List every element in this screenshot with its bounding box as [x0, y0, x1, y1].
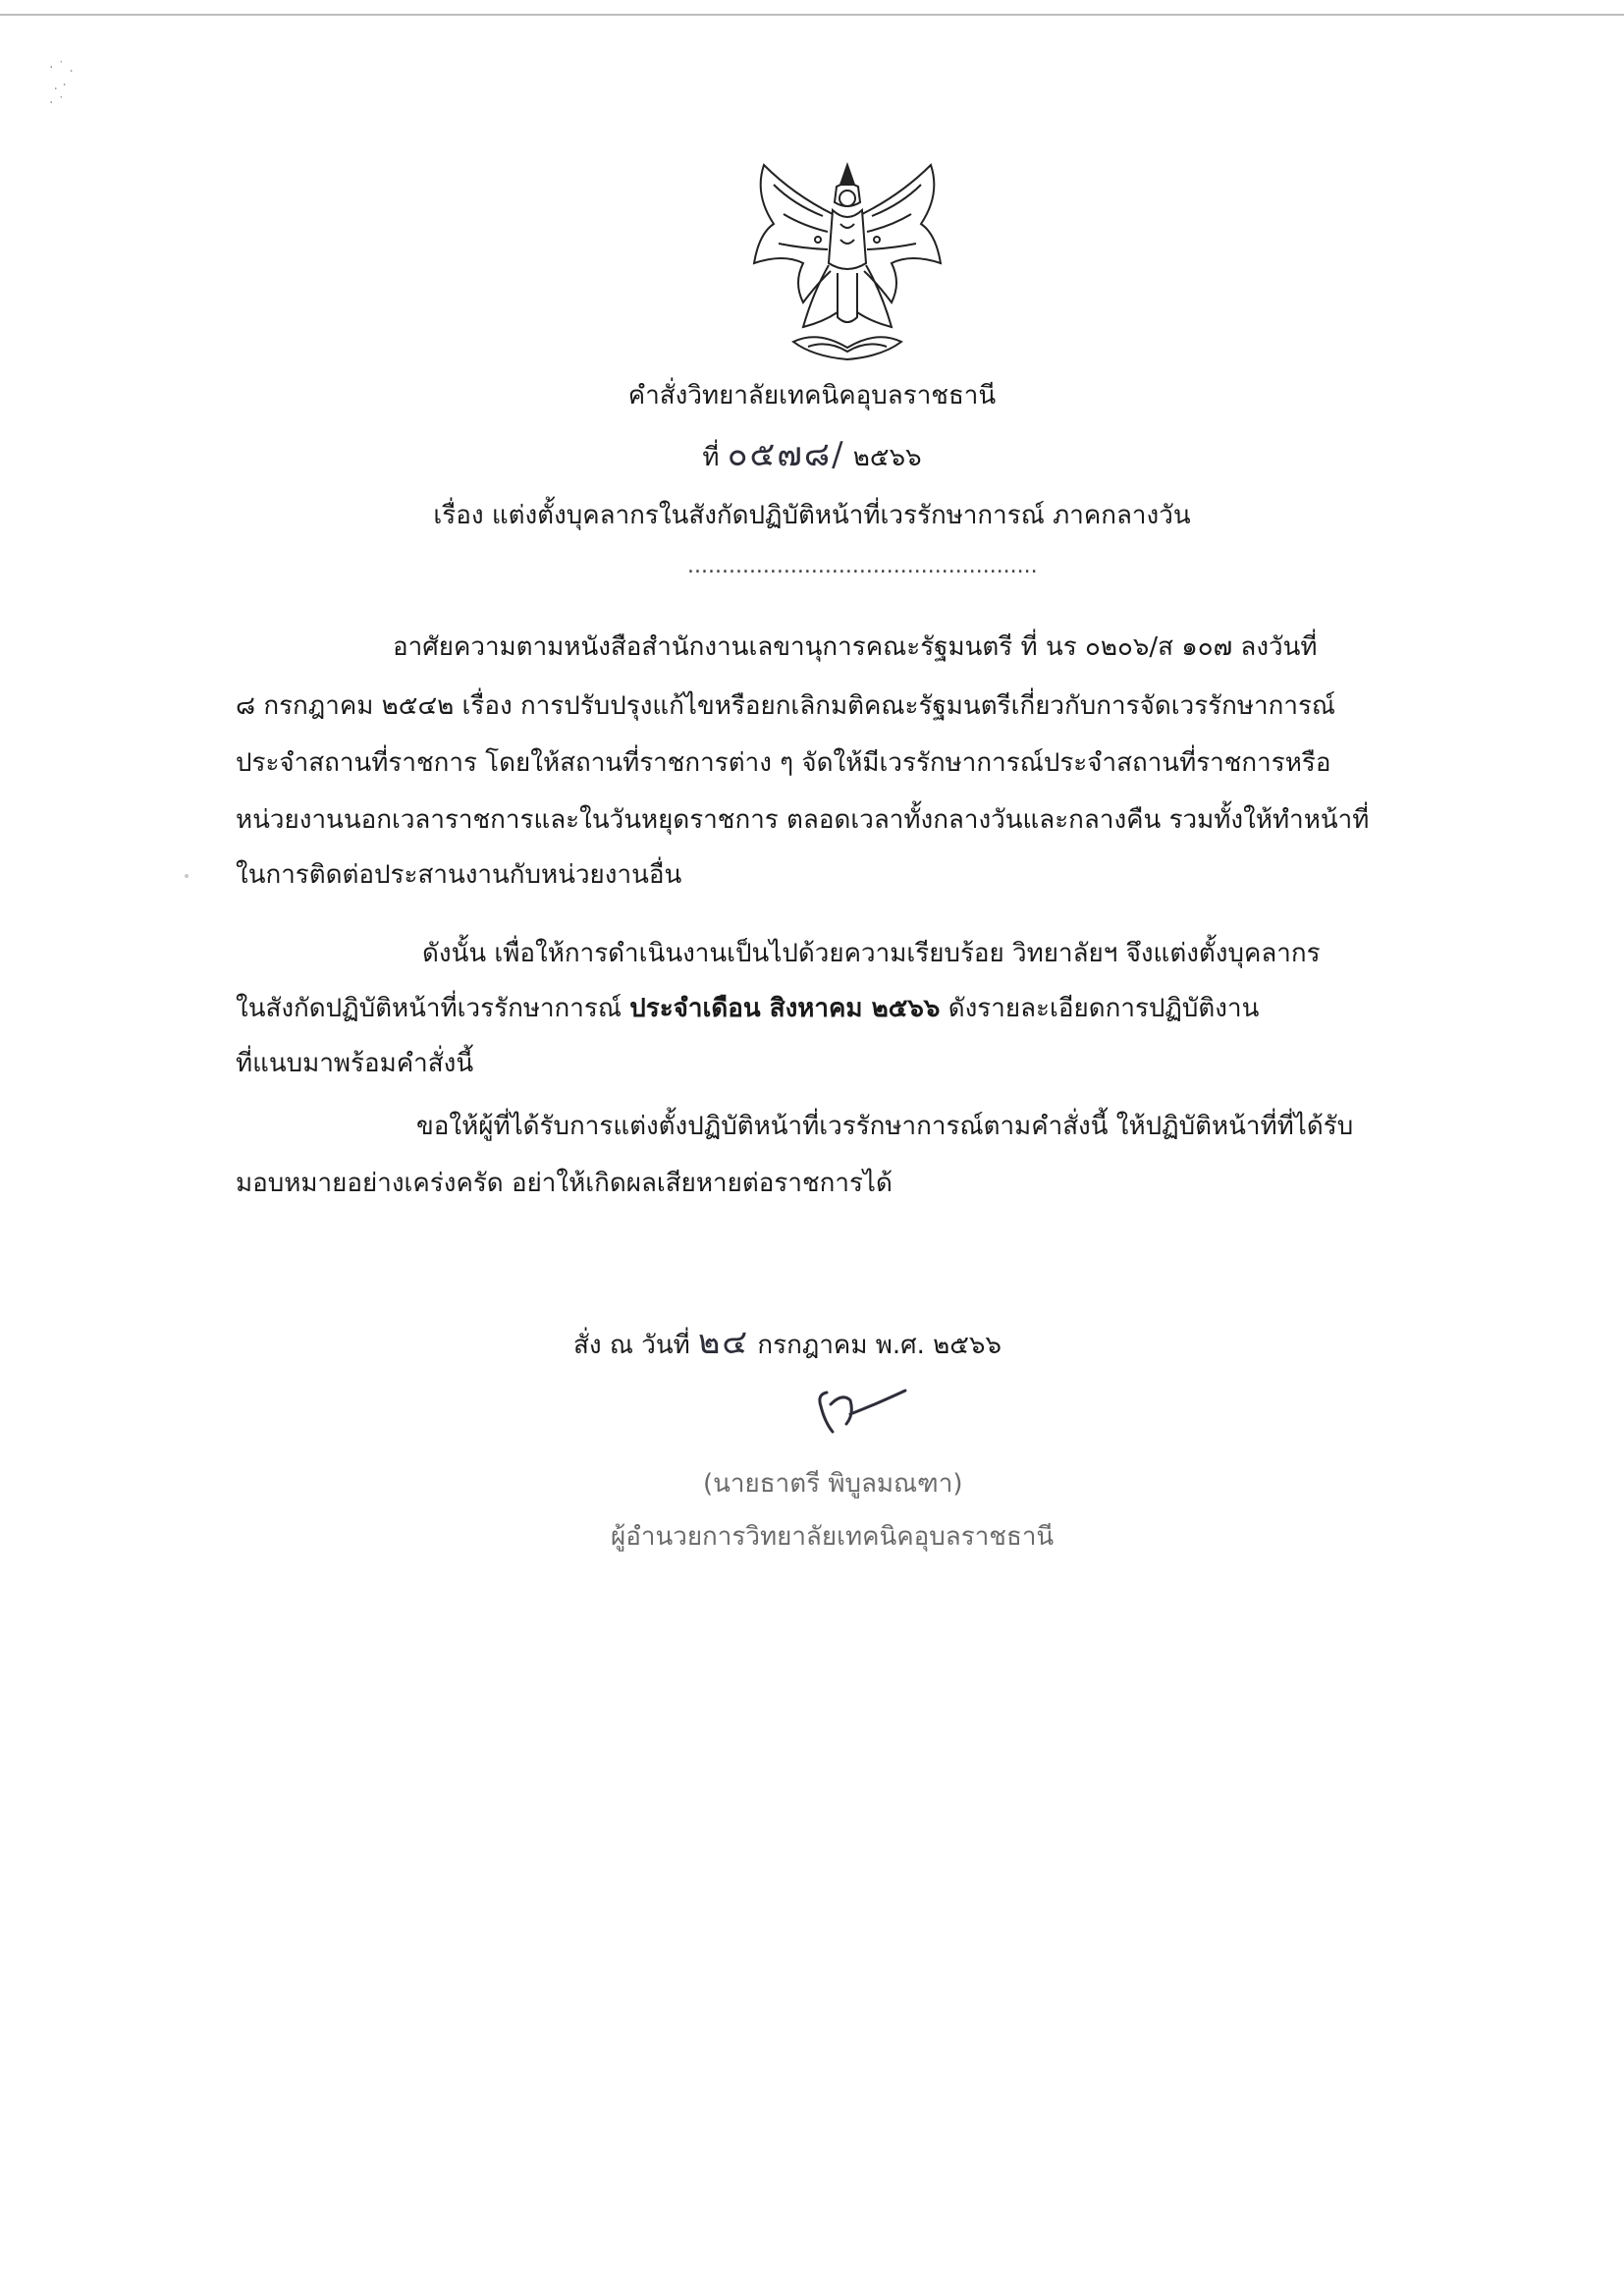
- para1-line-5: ในการติดต่อประสานงานกับหน่วยงานอื่น: [236, 860, 682, 890]
- scan-speck: [185, 874, 189, 878]
- signer-position: ผู้อำนวยการวิทยาลัยเทคนิคอุบลราชธานี: [611, 1522, 1055, 1552]
- scan-edge-line: [0, 14, 1624, 16]
- para3-line-2: มอบหมายอย่างเคร่งครัด อย่าให้เกิดผลเสียหายต่อราชการได้: [236, 1169, 893, 1198]
- order-number: [0, 435, 1624, 474]
- para2-line-1: ดังนั้น เพื่อให้การดำเนินงานเป็นไปด้วยความเรียบร้อย วิทยาลัยฯ จึงแต่งตั้งบุคลากร: [422, 939, 1321, 968]
- order-number-prefix: ที่: [702, 443, 720, 472]
- signature-icon: [807, 1375, 915, 1444]
- para1-line-3: ประจำสถานที่ราชการ โดยให้สถานที่ราชการต่าง ๆ จัดให้มีเวรรักษาการณ์ประจำสถานที่ราชการหรือ: [236, 748, 1331, 778]
- para2-month-bold: ประจำเดือน สิงหาคม ๒๕๖๖: [629, 994, 941, 1023]
- scan-specks: · ˙ . . · · ˙: [49, 60, 74, 111]
- order-date: [573, 1323, 1001, 1362]
- para3-line-1: ขอให้ผู้ที่ได้รับการแต่งตั้งปฏิบัติหน้าที่เวรรักษาการณ์ตามคำสั่งนี้ ให้ปฏิบัติหน้าที่ที่ได้รับ: [416, 1112, 1354, 1141]
- para1-line-4: หน่วยงานนอกเวลาราชการและในวันหยุดราชการ ตลอดเวลาทั้งกลางวันและกลางคืน รวมทั้งให้ทำหน้าที่: [236, 805, 1370, 835]
- para2-text-b: ดังรายละเอียดการปฏิบัติงาน: [940, 994, 1260, 1023]
- order-subject: เรื่อง แต่งตั้งบุคลากรในสังกัดปฏิบัติหน้าที่เวรรักษาการณ์ ภาคกลางวัน: [433, 501, 1191, 530]
- para1-line-1: อาศัยความตามหนังสือสำนักงานเลขานุการคณะรัฐมนตรี ที่ นร ๐๒๐๖/ส ๑๐๗ ลงวันที่: [393, 632, 1318, 662]
- order-title: คำสั่งวิทยาลัยเทคนิคอุบลราชธานี: [627, 381, 997, 410]
- para1-line-2: ๘ กรกฎาคม ๒๕๔๒ เรื่อง การปรับปรุงแก้ไขหรือยกเลิกมติคณะรัฐมนตรีเกี่ยวกับการจัดเวรรักษาการณ์: [236, 691, 1336, 721]
- date-day-handwritten: ๒๔: [698, 1323, 750, 1362]
- signer-name: (นายธาตรี พิบูลมณฑา): [703, 1469, 963, 1499]
- garuda-emblem-icon: [734, 155, 960, 371]
- order-number-year: ๒๕๖๖: [852, 443, 922, 472]
- order-number-handwritten: ๐๕๗๘/: [727, 435, 845, 474]
- date-rest: กรกฎาคม พ.ศ. ๒๕๖๖: [757, 1331, 1001, 1360]
- para2-text-a: ในสังกัดปฏิบัติหน้าที่เวรรักษาการณ์: [236, 994, 630, 1023]
- subject-divider: ...................................................: [687, 554, 1038, 578]
- para2-line-3: ที่แนบมาพร้อมคำสั่งนี้: [236, 1049, 474, 1078]
- date-prefix: สั่ง ณ วันที่: [573, 1331, 690, 1360]
- para2-line-2: [236, 992, 1259, 1025]
